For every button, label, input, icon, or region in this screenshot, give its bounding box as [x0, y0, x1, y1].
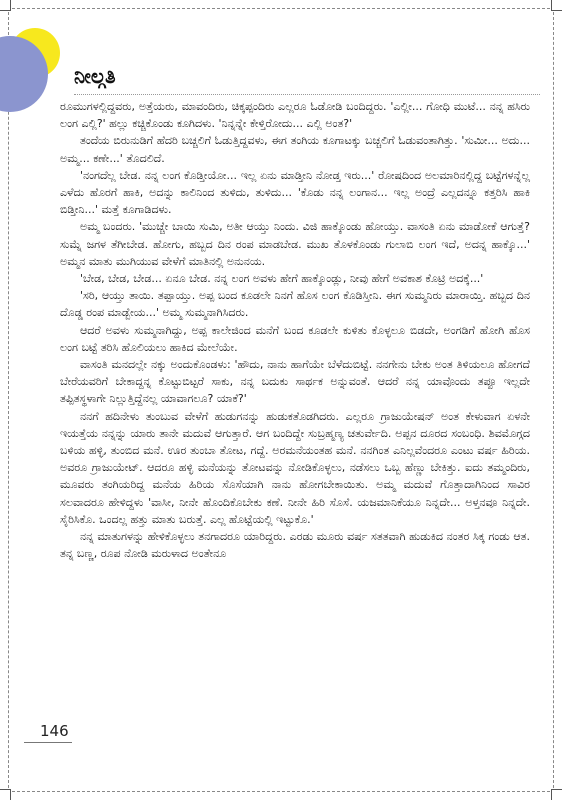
crop-mark-top-left	[0, 0, 11, 11]
story-body	[60, 98, 530, 562]
page-number-rule	[24, 742, 72, 743]
paragraph: 'ಬೇಡ, ಬೇಡ, ಬೇಡ... ಏನೂ ಬೇಡ. ನನ್ನ ಲಂಗ ಅವಳು ಹೇಗೆ ಹಾಕ್ಕೊಂಡ್ಲು, ನೀವು ಹೇಗೆ ಅವಕಾಶ ಕೊಟ್ರಿ ಅದಕ್ಕೆ...'	[80, 272, 484, 286]
paragraph: ತಂದೆಯ ಬಿರುನುಡಿಗೆ ಹೆದರಿ ಬಚ್ಚಲಿಗೆ ಓಡುತ್ತಿದ್ದವಳು, ಈಗ ತಂಗಿಯ ಕೂಗಾಟಕ್ಕು ಬಚ್ಚಲಿಗೆ ಓಡುವಂತಾಗಿತ್ತು. 'ಸುಮೀ... ಅದು... ಅಮ್ಮ... ಕಣೇ...' ತೊದಲಿದೆ.	[60, 134, 530, 165]
paragraph: ವಾಸಂತಿ ಮನದಲ್ಲೇ ನಕ್ಕು ಅಂದುಕೊಂಡಳು: 'ಹೌದು, ನಾನು ಹಾಗೆಯೇ ಬೆಳೆದುಬಿಟ್ಟೆ. ನನಗೇನು ಬೇಕು ಅಂತ ತಿಳಿಯಲೂ ಹೋಗದೆ ಬೇರೆಯವರಿಗೆ ಬೇಕಾದ್ದನ್ನ ಕೊಟ್ಟುಬಿಟ್ಟರೆ ಸಾಕು, ನನ್ನ ಬದುಕು ಸಾರ್ಥಕ ಅನ್ನುವಂತೆ. ಆದರೆ ನನ್ನ ಯಾವೊಂದು ತಪ್ಪೂ ಇಲ್ಲದೇ ತಪ್ಪಿತಸ್ಥಳಾಗೇ ನಿಲ್ಲುತ್ತಿದ್ದೆನಲ್ಲ ಯಾವಾಗಲೂ? ಯಾಕೆ?'	[60, 358, 530, 406]
crop-border-bottom	[12, 791, 550, 792]
paragraph: ನನ್ನ ಮಾತುಗಳನ್ನು ಹೇಳಿಕೊಳ್ಳಲು ತನಗಾದರೂ ಯಾರಿದ್ದರು. ಎರಡು ಮೂರು ವರ್ಷ ಸತತವಾಗಿ ಹುಡುಕಿದ ನಂತರ ಸಿಕ್ಕ ಗಂಡು ಆತ. ತನ್ನ ಬಣ್ಣ, ರೂಪ ನೋಡಿ ಮರುಳಾದ ಅಂತೇನೂ	[60, 530, 530, 561]
crop-border-left	[8, 12, 9, 788]
paragraph: ರೂಮುಗಳಲ್ಲಿದ್ದವರು, ಅತ್ತೆಯರು, ಮಾವಂದಿರು, ಚಿಕ್ಕಪ್ಪಂದಿರು ಎಲ್ಲರೂ ಓಡೋಡಿ ಬಂದಿದ್ದರು. 'ಎಲ್ಲೀ... ಗೋಧಿ ಮುಟೆ... ನನ್ನ ಹಸಿರು ಲಂಗ ಎಲ್ಲಿ?' ಹಲ್ಲು ಕಚ್ಚಿಕೊಂಡು ಕೂಗಿದಳು. 'ನಿನ್ನನ್ನೇ ಕೇಳ್ತಿರೋದು... ಎಲ್ಲಿ ಅಂತ?'	[60, 100, 530, 131]
crop-mark-top-right	[551, 0, 562, 11]
crop-mark-bottom-right	[551, 789, 562, 800]
paragraph: ಆದರೆ ಅವಳು ಸುಮ್ಮನಾಗಿದ್ದು, ಅಪ್ಪ ಕಾಲೇಜಿಂದ ಮನೆಗೆ ಬಂದ ಕೂಡಲೇ ಕುಳಿತು ಕೊಳ್ಳಲೂ ಬಿಡದೇ, ಅಂಗಡಿಗೆ ಹೋಗಿ ಹೊಸ ಲಂಗ ಬಟ್ಟೆ ತರಿಸಿ ಹೊಲಿಯಲು ಹಾಕಿದ ಮೇಲೆಯೇ.	[60, 323, 530, 354]
paragraph: ನನಗೆ ಹದಿನೇಳು ತುಂಬುವ ವೇಳೆಗೆ ಹುಡುಗನನ್ನು ಹುಡುಕತೊಡಗಿದರು. ಎಲ್ಲರೂ ಗ್ರಾಜುಯೇಷನ್ ಅಂತ ಕೇಳುವಾಗ ಏಳನೇ ಇಯತ್ತೆಯ ನನ್ನನ್ನು ಯಾರು ತಾನೇ ಮದುವೆ ಆಗುತ್ತಾರೆ. ಆಗ ಬಂದಿದ್ದೇ ಸುಬ್ರಹ್ಮಣ್ಯ ಚತುರ್ವೇದಿ. ಅಪ್ಪನ ದೂರದ ಸಂಬಂಧಿ. ಶಿವಮೊಗ್ಗದ ಬಳಿಯ ಹಳ್ಳಿ, ತುಂಬಿದ ಮನೆ. ಊರ ತುಂಬಾ ತೋಟ, ಗದ್ದೆ. ಅರಮನೆಯಂತಹ ಮನೆ. ನನಗಿಂತ ಎನಿಲ್ಲವೆಂದರೂ ಎಂಟು ವರ್ಷ ಹಿರಿಯ. ಅವರೂ ಗ್ರಾಜುಯೇಟ್. ಆದರೂ ಹಳ್ಳಿ ಮನೆಯನ್ನು ತೋಟವನ್ನು ನೋಡಿಕೊಳ್ಳಲು, ನಡೆಸಲು ಒಬ್ಬ ಹೆಣ್ಣು ಬೇಕಿತ್ತು. ಐದು ತಮ್ಮಂದಿರು, ಮೂವರು ತಂಗಿಯರಿದ್ದ ಮನೆಯ ಹಿರಿಯ ಸೊಸೆಯಾಗಿ ನಾನು ಹೋಗಬೇಕಾಯಿತು. ಅಮ್ಮ ಮದುವೆ ಗೊತ್ತಾದಾಗಿನಿಂದ ಸಾವಿರ ಸಲವಾದರೂ ಹೇಳಿದ್ದಳು 'ವಾಸೀ, ನೀನೇ ಹೊಂದಿಕೊಬೇಕು ಕಣೆ. ನೀನೇ ಹಿರಿ ಸೊಸೆ. ಯಜಮಾನಿಕೆಯೂ ನಿನ್ನದೇ... ಅಳ್ತನವೂ ನಿನ್ನದೇ. ಸೈರಿಸಿಕೊ. ಒಂದಲ್ಲ ಹತ್ತು ಮಾತು ಬರುತ್ತೆ. ಎಲ್ಲ ಹೊಟ್ಟೆಯಲ್ಲಿ ಇಟ್ಟುಕೊ.'	[60, 409, 530, 526]
crop-mark-bottom-left	[0, 789, 11, 800]
title-divider	[74, 94, 540, 95]
page-number: 146	[40, 722, 69, 740]
paragraph: 'ಸರಿ, ಆಯ್ತು ತಾಯಿ. ತಪ್ಪಾಯ್ತು. ಅಪ್ಪ ಬಂದ ಕೂಡಲೇ ನಿನಗೆ ಹೊಸ ಲಂಗ ಕೊಡಿಸ್ತೀನಿ. ಈಗ ಸುಮ್ಮನಿರು ಮಾರಾಯ್ತಿ. ಹಬ್ಬದ ದಿನ ದೊಡ್ಡ ರಂಪ ಮಾಡ್ಬೇಯ...' ಅಮ್ಮ ಸುಮ್ಮನಾಗಿಸಿದರು.	[60, 289, 530, 320]
paragraph: 'ನಂಗದೆಲ್ಲ ಬೇಡ. ನನ್ನ ಲಂಗ ಕೊಡ್ತೀಯೋ... ಇಲ್ಲ ಏನು ಮಾಡ್ತೀನಿ ನೋಡ್ತ ಇರು...' ರೋಷದಿಂದ ಅಲಮಾರಿನಲ್ಲಿದ್ದ ಬಟ್ಟೆಗಳನ್ನೆಲ್ಲ ಎಳೆದು ಹೊರಗೆ ಹಾಕಿ, ಅದನ್ನು ಕಾಲಿನಿಂದ ತುಳಿದು, ತುಳಿದು... 'ಕೊಡು ನನ್ನ ಲಂಗಾನ... ಇಲ್ಲ ಅಂದ್ರೆ ಎಲ್ಲದನ್ನೂ ಕತ್ತರಿಸಿ ಹಾಕಿ ಬಿಡ್ತೀನಿ...' ಮತ್ತೆ ಕೂಗಾಡಿದಳು.	[60, 168, 530, 217]
crop-border-right	[553, 12, 554, 788]
section-title: ನೀಲ್ಗತಿ	[74, 64, 116, 88]
crop-border-top	[12, 8, 550, 9]
paragraph: ಅಮ್ಮ ಬಂದರು. 'ಮುಚ್ಚೇ ಬಾಯಿ ಸುಮಿ, ಅತೀ ಆಯ್ತು ನಿಂದು. ವಿಜಿ ಹಾಕ್ಕೊಂಡು ಹೋಯ್ತು. ವಾಸಂತಿ ಏನು ಮಾಡೋಕೆ ಆಗುತ್ತೆ? ಸುಮ್ನೆ ಜಗಳ ತೆಗೀಬೇಡ. ಹೋಗು, ಹಬ್ಬದ ದಿನ ರಂಪ ಮಾಡಬೇಡ. ಮುಖ ತೊಳಕೊಂಡು ಗುಲಾಬಿ ಲಂಗ ಇದೆ, ಅದನ್ನ ಹಾಕ್ಕೊ...' ಅಮ್ಮನ ಮಾತು ಮುಗಿಯುವ ವೇಳೆಗೆ ಮಾತಿನಲ್ಲಿ ಅನುನಯ.	[60, 220, 530, 268]
